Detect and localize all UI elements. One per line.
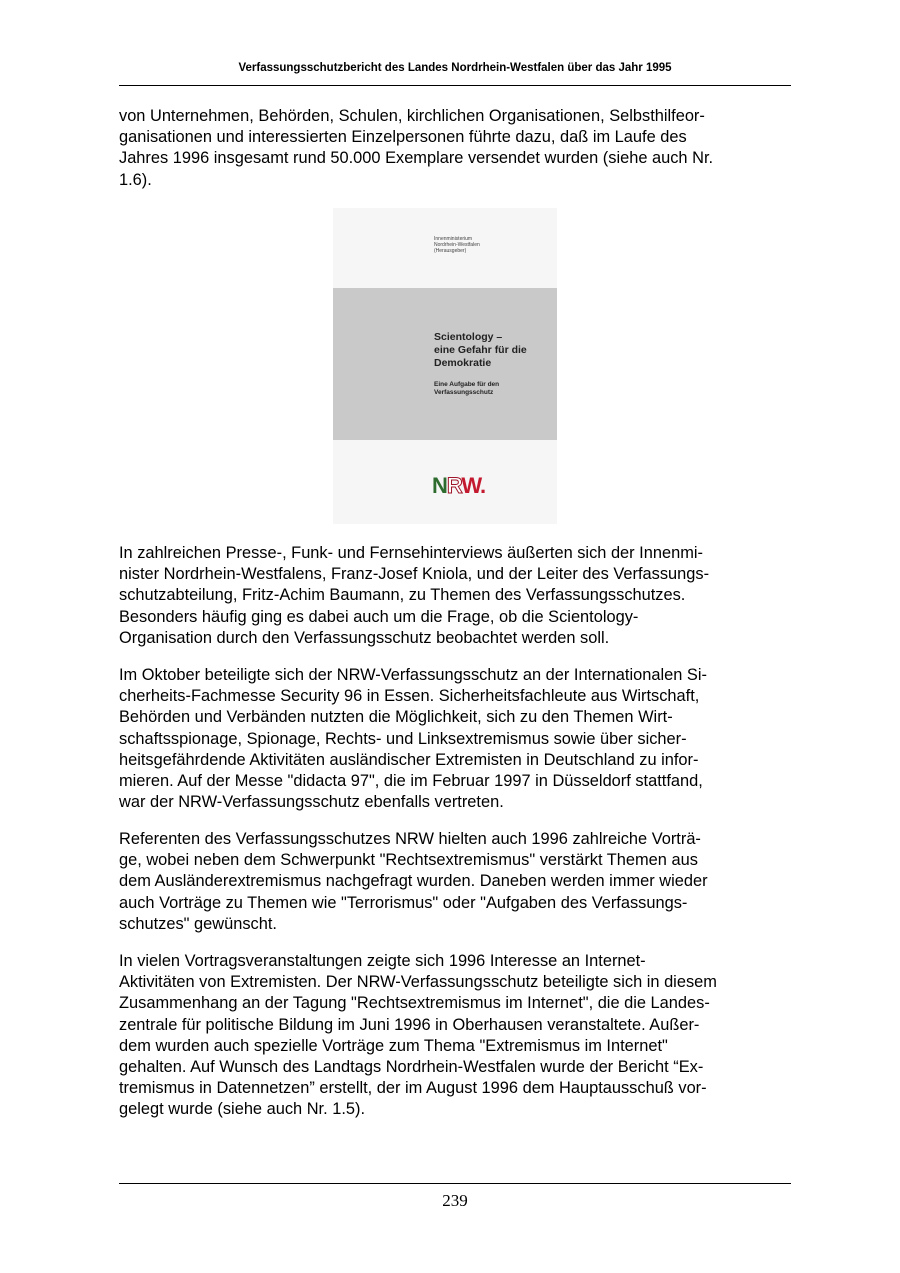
text-line: schutzabteilung, Fritz-Achim Baumann, zu Themen des Verfassungsschutzes. [119,586,686,605]
text-line: Aktivitäten von Extremisten. Der NRW-Verfassungsschutz beteiligte sich in diesem [119,973,717,992]
text-line: nister Nordrhein-Westfalens, Franz-Josef Kniola, und der Leiter des Verfassungs- [119,565,710,584]
text-line: zentrale für politische Bildung im Juni 1996 in Oberhausen veranstaltete. Außer- [119,1015,700,1034]
paragraph-4 [119,829,791,935]
text-line: schaftsspionage, Spionage, Rechts- und Linksextremismus sowie über sicher- [119,729,687,748]
text-line: Referenten des Verfassungsschutzes NRW hielten auch 1996 zahlreiche Vorträ- [119,830,701,848]
text-line: dem wurden auch spezielle Vorträge zum Thema "Extremismus im Internet" [119,1036,668,1055]
running-header: Verfassungsschutzbericht des Landes Nordrhein-Westfalen über das Jahr 1995 [238,62,672,74]
nrw-logo: NRW. [432,473,486,498]
page-number: 239 [442,1191,468,1210]
text-line: Organisation durch den Verfassungsschutz beobachtet werden soll. [119,628,610,647]
text-line: Zusammenhang an der Tagung "Rechtsextremismus im Internet", die die Landes- [119,994,710,1013]
text-line: gelegt wurde (siehe auch Nr. 1.5). [119,1100,365,1119]
text-line: gehalten. Auf Wunsch des Landtags Nordrhein-Westfalen wurde der Bericht “Ex- [119,1058,704,1077]
header-divider [119,85,791,86]
text-line: ge, wobei neben dem Schwerpunkt "Rechtsextremismus" verstärkt Themen aus [119,851,698,870]
text-line: 1.6). [119,170,152,189]
text-line: Besonders häufig ging es dabei auch um die Frage, ob die Scientology- [119,607,639,626]
cover-title: Scientology – eine Gefahr für die Demokratie [434,331,527,369]
text-line: tremismus in Datennetzen” erstellt, der im August 1996 dem Hauptausschuß vor- [119,1079,707,1098]
text-line: dem Ausländerextremismus nachgefragt wurden. Daneben werden immer wieder [119,872,708,891]
text-line: Behörden und Verbänden nutzten die Möglichkeit, sich zu den Themen Wirt- [119,708,673,727]
paragraph-1 [119,106,791,191]
text-line: auch Vorträge zu Themen wie "Terrorismus" oder "Aufgaben des Verfassungs- [119,893,688,912]
footer-divider [119,1183,791,1184]
cover-grey-band [333,288,557,440]
cover-publisher: Innenministerium Nordrhein-Westfalen (Herausgeber) [434,236,480,254]
text-line: von Unternehmen, Behörden, Schulen, kirchlichen Organisationen, Selbsthilfeor- [119,107,705,125]
text-line: In zahlreichen Presse-, Funk- und Fernsehinterviews äußerten sich der Innenmi- [119,544,703,562]
paragraph-2 [119,543,791,649]
text-line: war der NRW-Verfassungsschutz ebenfalls vertreten. [119,793,504,812]
cover-subtitle: Eine Aufgabe für den Verfassungsschutz [434,381,500,396]
text-line: heitsgefährdende Aktivitäten ausländischer Extremisten in Deutschland zu infor- [119,750,699,769]
text-line: Jahres 1996 insgesamt rund 50.000 Exemplare versendet wurden (siehe auch Nr. [119,149,714,168]
text-line: schutzes" gewünscht. [119,914,277,933]
text-line: In vielen Vortragsveranstaltungen zeigte sich 1996 Interesse an Internet- [119,952,646,970]
text-line: ganisationen und interessierten Einzelpersonen führte dazu, daß im Laufe des [119,128,687,147]
brochure-cover-image [333,208,557,524]
paragraph-3 [119,665,791,813]
text-line: Im Oktober beteiligte sich der NRW-Verfassungsschutz an der Internationalen Si- [119,666,707,684]
text-line: mieren. Auf der Messe "didacta 97", die im Februar 1997 in Düsseldorf stattfand, [119,772,703,791]
text-line: cherheits-Fachmesse Security 96 in Essen. Sicherheitsfachleute aus Wirtschaft, [119,687,700,706]
paragraph-5 [119,951,791,1121]
